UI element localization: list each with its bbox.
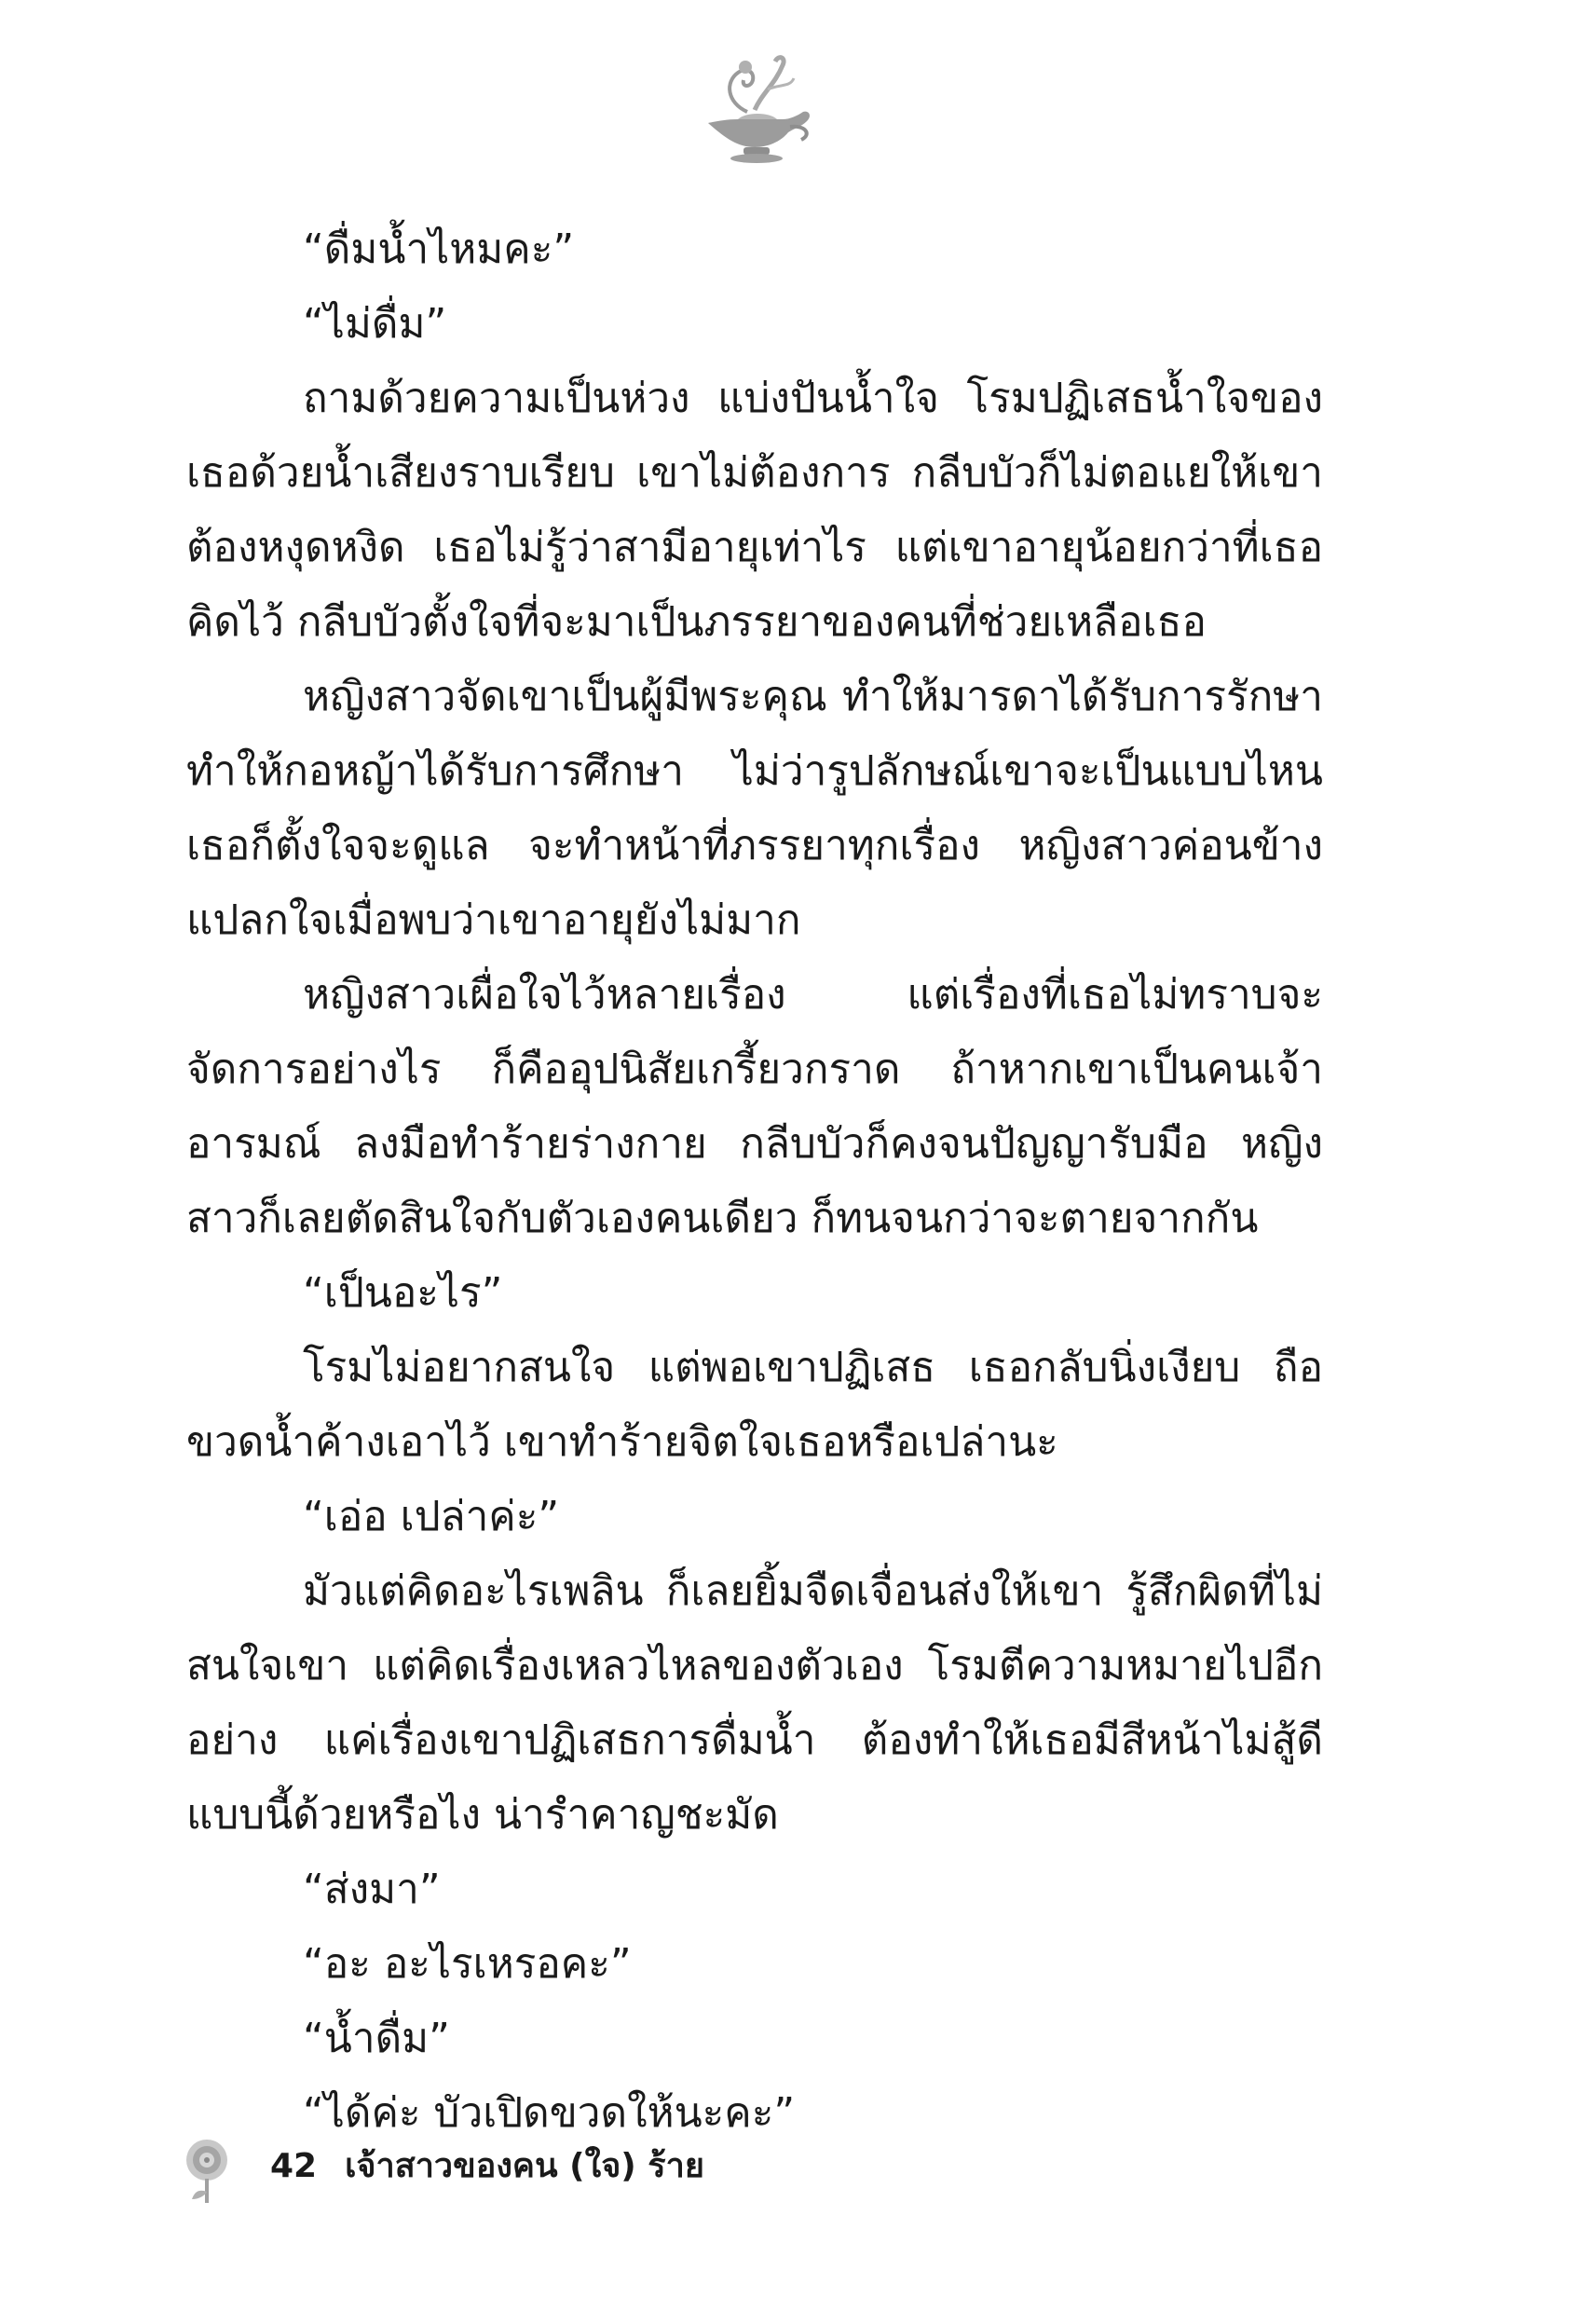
paragraph: “อะ อะไรเหรอคะ” bbox=[303, 1940, 632, 1988]
page-number: 42 bbox=[270, 2147, 318, 2185]
flower-icon bbox=[179, 2134, 235, 2208]
paragraph: หญิงสาวจัดเขาเป็นผู้มีพระคุณ ทำให้มารดาได้รับการรักษา ทำให้กอหญ้าได้รับการศึกษา ไม่ว่ารูปลักษณ์เขาจะเป็นแบบไหน เธอก็ตั้งใจจะดูแล จะทำหน้าที่ภรรยาทุกเรื่อง หญิงสาวค่อนข้างแปลกใจเมื่อพบว่าเขาอายุยังไม่มาก bbox=[186, 673, 1323, 944]
paragraph: “ดื่มน้ำไหมคะ” bbox=[303, 226, 575, 273]
book-title: เจ้าสาวของคน (ใจ) ร้าย bbox=[345, 2147, 704, 2185]
paragraph: โรมไม่อยากสนใจ แต่พอเขาปฏิเสธ เธอกลับนิ่งเงียบ ถือขวดน้ำค้างเอาไว้ เขาทำร้ายจิตใจเธอหรือเปล่านะ bbox=[186, 1344, 1323, 1466]
paragraph: “ไม่ดื่ม” bbox=[303, 300, 447, 348]
body-text bbox=[186, 212, 1323, 2151]
paragraph: “เอ่อ เปล่าค่ะ” bbox=[303, 1493, 560, 1540]
paragraph: “ส่งมา” bbox=[303, 1866, 441, 1913]
paragraph: “น้ำดื่ม” bbox=[303, 2015, 450, 2062]
paragraph: หญิงสาวเผื่อใจไว้หลายเรื่อง แต่เรื่องที่เธอไม่ทราบจะจัดการอย่างไร ก็คืออุปนิสัยเกรี้ยวกราด ถ้าหากเขาเป็นคนเจ้าอารมณ์ ลงมือทำร้ายร่างกาย กลีบบัวก็คงจนปัญญารับมือ หญิงสาวก็เลยตัดสินใจกับตัวเองคนเดียว ก็ทนจนกว่าจะตายจากกัน bbox=[186, 971, 1323, 1242]
paragraph: “เป็นอะไร” bbox=[303, 1269, 503, 1317]
paragraph: มัวแต่คิดอะไรเพลิน ก็เลยยิ้มจืดเจื่อนส่งให้เขา รู้สึกผิดที่ไม่สนใจเขา แต่คิดเรื่องเหลวไหลของตัวเอง โรมตีความหมายไปอีกอย่าง แค่เรื่องเขาปฏิเสธการดื่มน้ำ ต้องทำให้เธอมีสีหน้าไม่สู้ดีแบบนี้ด้วยหรือไง น่ารำคาญชะมัด bbox=[186, 1567, 1323, 1839]
paragraph: “ได้ค่ะ บัวเปิดขวดให้นะคะ” bbox=[303, 2089, 796, 2137]
genie-lamp-icon bbox=[689, 47, 820, 168]
paragraph: ถามด้วยความเป็นห่วง แบ่งปันน้ำใจ โรมปฏิเสธน้ำใจของเธอด้วยน้ำเสียงราบเรียบ เขาไม่ต้องการ กลีบบัวก็ไม่ตอแยให้เขาต้องหงุดหงิด เธอไม่รู้ว่าสามีอายุเท่าไร แต่เขาอายุน้อยกว่าที่เธอคิดไว้ กลีบบัวตั้งใจที่จะมาเป็นภรรยาของคนที่ช่วยเหลือเธอ bbox=[186, 375, 1323, 646]
page-footer bbox=[270, 2143, 704, 2190]
